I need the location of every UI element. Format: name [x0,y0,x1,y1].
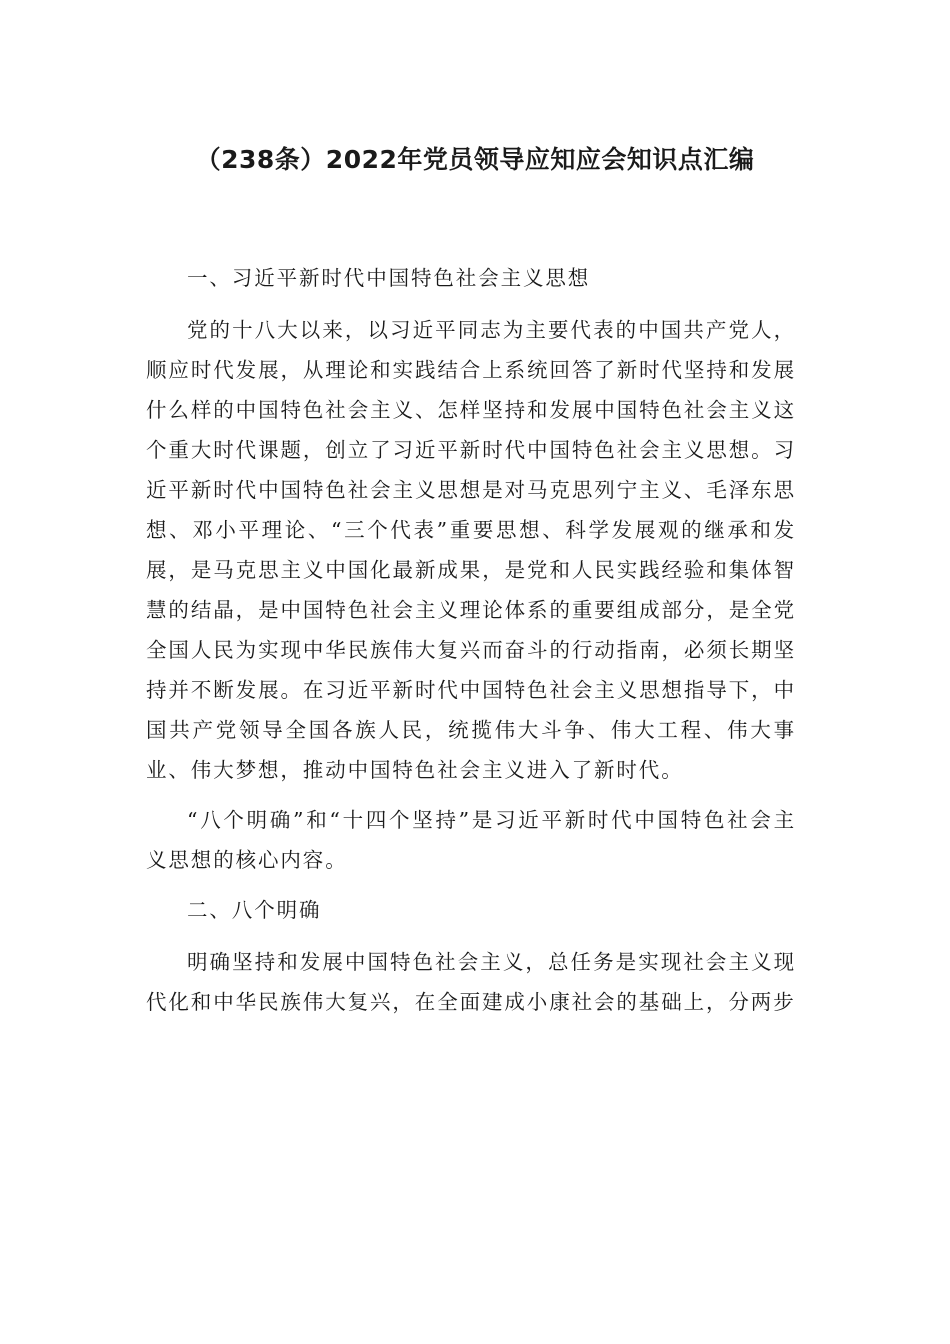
document-title: （238条）2022年党员领导应知应会知识点汇编 [195,145,755,174]
paragraph-3: 明确坚持和发展中国特色社会主义，总任务是实现社会主义现代化和中华民族伟大复兴，在全面建成小康社会的基础上，分两步 [146,950,796,1014]
section-heading-2: 二、八个明确 [187,898,322,922]
document-body [146,258,796,1032]
section-heading-1: 一、习近平新时代中国特色社会主义思想 [187,266,591,290]
paragraph-1: 党的十八大以来，以习近平同志为主要代表的中国共产党人，顺应时代发展，从理论和实践结合上系统回答了新时代坚持和发展什么样的中国特色社会主义、怎样坚持和发展中国特色社会主义这个重大时代课题，创立了习近平新时代中国特色社会主义思想。习近平新时代中国特色社会主义思想是对马克思列宁主义、毛泽东思想、邓小平理论、“三个代表”重要思想、科学发展观的继承和发展，是马克思主义中国化最新成果，是党和人民实践经验和集体智慧的结晶，是中国特色社会主义理论体系的重要组成部分，是全党全国人民为实现中华民族伟大复兴而奋斗的行动指南，必须长期坚持并不断发展。在习近平新时代中国特色社会主义思想指导下，中国共产党领导全国各族人民，统揽伟大斗争、伟大工程、伟大事业、伟大梦想，推动中国特色社会主义进入了新时代。 [146,318,796,782]
paragraph-2: “八个明确”和“十四个坚持”是习近平新时代中国特色社会主义思想的核心内容。 [146,808,796,872]
